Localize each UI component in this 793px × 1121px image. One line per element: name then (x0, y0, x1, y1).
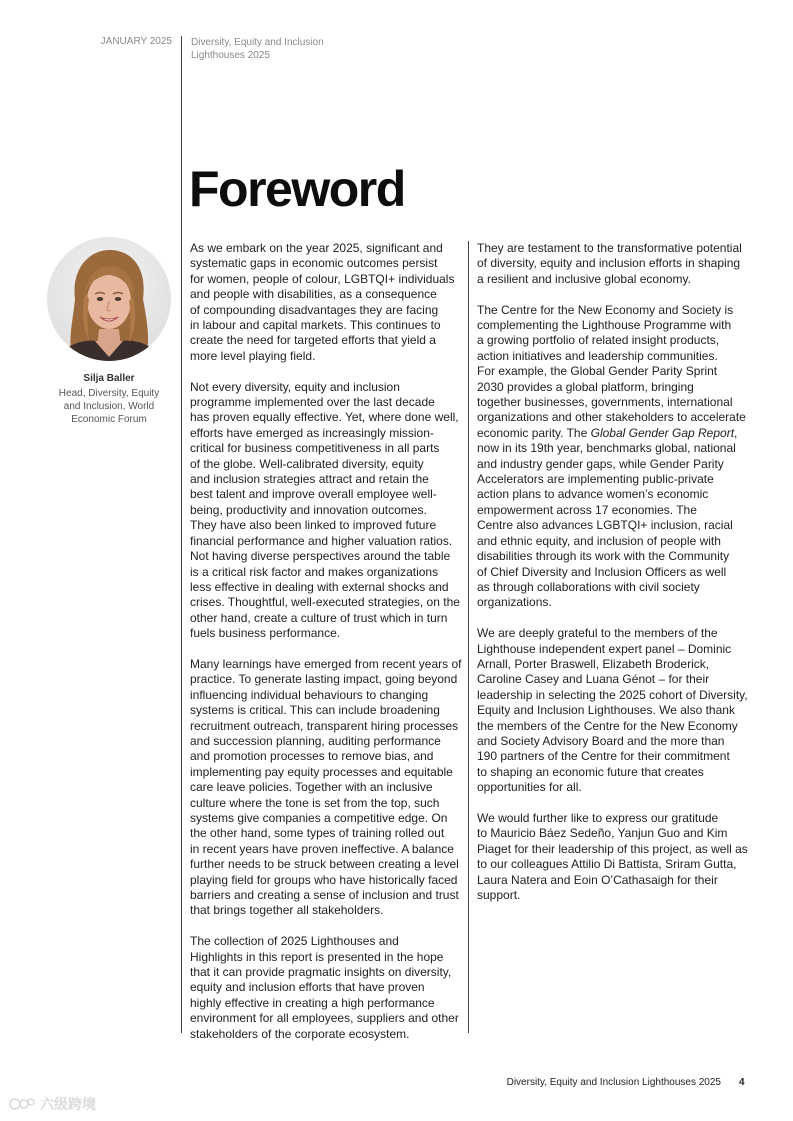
text-line: opportunities for all. (477, 780, 582, 795)
text-line: practice. To generate lasting impact, going beyond (190, 672, 458, 687)
text-line: organizations. (477, 595, 552, 610)
body-paragraph (190, 241, 462, 364)
author-role: Head, Diversity, Equity and Inclusion, World Economic Forum (58, 388, 160, 425)
text-line: the members of the Centre for the New Economy (477, 718, 738, 733)
middle-column-rule (468, 241, 469, 1033)
text-line: action initiatives and leadership communities. (477, 348, 718, 363)
text-line: culture where the tone is set from the top, such (190, 795, 440, 810)
text-line: of Chief Diversity and Inclusion Officers as well (477, 564, 727, 579)
text-line: a growing portfolio of related insight products, (477, 333, 720, 348)
text-line: and people with disabilities, as a consequence (190, 287, 437, 302)
text-line: of diversity, equity and inclusion efforts in shaping (477, 256, 741, 271)
text-line: and promotion processes to remove bias, and (190, 749, 434, 764)
portrait-photo-icon (47, 237, 171, 361)
body-column-right (477, 241, 749, 919)
text-line: disabilities through its work with the Community (477, 549, 730, 564)
text-line: We would further like to express our gratitude (477, 810, 719, 825)
text-line: influencing individual behaviours to changing (190, 687, 429, 702)
body-paragraph (190, 380, 462, 642)
text-line: organizations and other stakeholders to accelerate (477, 410, 746, 425)
text-line: support. (477, 888, 521, 903)
body-paragraph (190, 657, 462, 919)
text-line: 190 partners of the Centre for their commitment (477, 749, 730, 764)
watermark-logo-icon (8, 1095, 36, 1113)
text-line: as through collaborations with civil society (477, 579, 700, 594)
watermark (8, 1094, 96, 1114)
text-line: efforts have emerged as increasingly mission- (190, 425, 434, 440)
text-line: systems give companies a competitive edge. On (190, 811, 448, 825)
body-paragraph (477, 626, 749, 795)
text-line: to our colleagues Attilio Di Battista, Sriram Gutta, (477, 857, 737, 872)
text-line: a resilient and inclusive global economy. (477, 271, 691, 286)
text-line: stakeholders of the corporate ecosystem. (190, 1026, 410, 1041)
header-report-title-line1: Diversity, Equity and Inclusion (191, 37, 324, 48)
text-line: economic parity. The Global Gender Gap Report, (477, 425, 738, 440)
text-line: Piaget for their leadership of this project, as well as (477, 841, 748, 856)
header-date: JANUARY 2025 (100, 36, 172, 47)
text-line: equity and inclusion efforts that have proven (190, 980, 425, 995)
text-line: systematic gaps in economic outcomes persist (190, 256, 438, 271)
text-line: more level playing field. (190, 348, 316, 363)
text-line: Equity and Inclusion Lighthouses. We also thank (477, 703, 735, 718)
author-caption (56, 372, 162, 426)
text-line: and Society Advisory Board and the more than (477, 733, 725, 748)
text-line: programme implemented over the last decade (190, 395, 435, 410)
text-line: They are testament to the transformative potential (477, 241, 742, 255)
text-line: empowerment across 17 economies. The (477, 502, 697, 517)
text-line: As we embark on the year 2025, significant and (190, 241, 443, 255)
body-paragraph (190, 934, 462, 1042)
text-line: further needs to be struck between creating a level (190, 857, 459, 872)
text-line: complementing the Lighthouse Programme with (477, 318, 732, 333)
author-portrait (47, 237, 171, 361)
text-line: and industry gender gaps, while Gender Parity (477, 456, 724, 471)
body-paragraph (477, 303, 749, 611)
watermark-text: 六级跨境 (40, 1096, 96, 1112)
body-paragraph (477, 241, 749, 287)
text-line: together businesses, governments, international (477, 395, 733, 410)
text-line: that it can provide pragmatic insights on diversity, (190, 965, 452, 980)
body-column-left (190, 241, 462, 1057)
text-line: playing field for groups who have historically faced (190, 872, 458, 887)
text-line: The Centre for the New Economy and Society is (477, 302, 734, 317)
text-line: recruitment outreach, transparent hiring processes (190, 718, 459, 733)
page-title: Foreword (189, 161, 405, 217)
text-line: 2030 provides a global platform, bringing (477, 379, 694, 394)
text-line: to shaping an economic future that creates (477, 764, 704, 779)
text-line: Lighthouse independent expert panel – Dominic (477, 641, 732, 656)
text-line: financial performance and higher valuation ratios. (190, 533, 453, 548)
text-line: care leave policies. Together with an inclusive (190, 780, 433, 795)
left-column-rule (181, 36, 182, 1033)
text-line: environment for all employees, suppliers and other (190, 1011, 459, 1026)
text-line: the other hand, some types of training rolled out (190, 826, 445, 841)
text-line: Centre also advances LGBTQI+ inclusion, racial (477, 518, 733, 533)
text-line: best talent and improve overall employee well- (190, 487, 437, 502)
text-line: in labour and capital markets. This continues to (190, 318, 441, 333)
text-line: Laura Natera and Eoin O’Cathasaigh for their (477, 872, 718, 887)
text-line: Caroline Casey and Luana Génot – for their (477, 672, 710, 687)
text-line: The collection of 2025 Lighthouses and (190, 934, 399, 949)
text-line: is a critical risk factor and makes organizations (190, 564, 439, 579)
text-line: and ethnic equity, and inclusion of people with (477, 533, 721, 548)
text-line: that brings together all stakeholders. (190, 903, 384, 918)
text-line: They have also been linked to improved future (190, 518, 437, 533)
text-line: for women, people of colour, LGBTQI+ individuals (190, 271, 455, 286)
header-report-title-line2: Lighthouses 2025 (191, 50, 270, 61)
text-line: less effective in dealing with external shocks and (190, 579, 449, 594)
text-line: of the globe. Well-calibrated diversity, equity (190, 456, 424, 471)
text-line: has proven equally effective. Yet, where done well, (190, 410, 459, 425)
text-line: Not having diverse perspectives around the table (190, 549, 451, 564)
text-line: now in its 19th year, benchmarks global, national (477, 441, 736, 456)
text-line: leadership in selecting the 2025 cohort of Diversity, (477, 687, 748, 702)
page-number: 4 (739, 1077, 745, 1088)
text-line: and succession planning, auditing performance (190, 733, 441, 748)
text-line: of compounding disadvantages they are facing (190, 302, 439, 317)
text-line: create the need for targeted efforts that yield a (190, 333, 436, 348)
text-line: We are deeply grateful to the members of the (477, 626, 718, 641)
text-line: For example, the Global Gender Parity Sprint (477, 364, 718, 379)
text-line: in recent years have proven ineffective. A balance (190, 841, 454, 856)
body-paragraph (477, 811, 749, 903)
text-line: Many learnings have emerged from recent years of (190, 656, 462, 671)
text-line: Not every diversity, equity and inclusion (190, 379, 400, 394)
text-line: crises. Thoughtful, well-executed strategies, on the (190, 595, 460, 610)
text-line: Accelerators are implementing public-private (477, 472, 714, 487)
text-line: other hand, create a culture of trust which in turn (190, 610, 448, 625)
author-name: Silja Baller (83, 373, 135, 384)
text-line: implementing pay equity processes and equitable (190, 764, 453, 779)
footer-report-title: Diversity, Equity and Inclusion Lighthouses 2025 (506, 1077, 721, 1088)
text-line: and inclusion strategies attract and retain the (190, 472, 429, 487)
text-line: fuels business performance. (190, 626, 341, 641)
text-line: barriers and creating a sense of inclusion and trust (190, 888, 459, 903)
header-report-title (191, 36, 391, 62)
text-line: action plans to advance women’s economic (477, 487, 709, 502)
text-line: critical for business competitiveness in all parts (190, 441, 440, 456)
text-line: highly effective in creating a high performance (190, 995, 435, 1010)
text-line: Highlights in this report is presented in the hope (190, 949, 444, 964)
text-line: to Mauricio Báez Sedeño, Yanjun Guo and Kim (477, 826, 728, 841)
report-title-italic: Global Gender Gap Report (590, 425, 735, 440)
text-line: being, productivity and innovation outcomes. (190, 502, 427, 517)
text-line: systems is critical. This can include broadening (190, 703, 440, 718)
text-line: Arnall, Porter Braswell, Elizabeth Broderick, (477, 656, 710, 671)
